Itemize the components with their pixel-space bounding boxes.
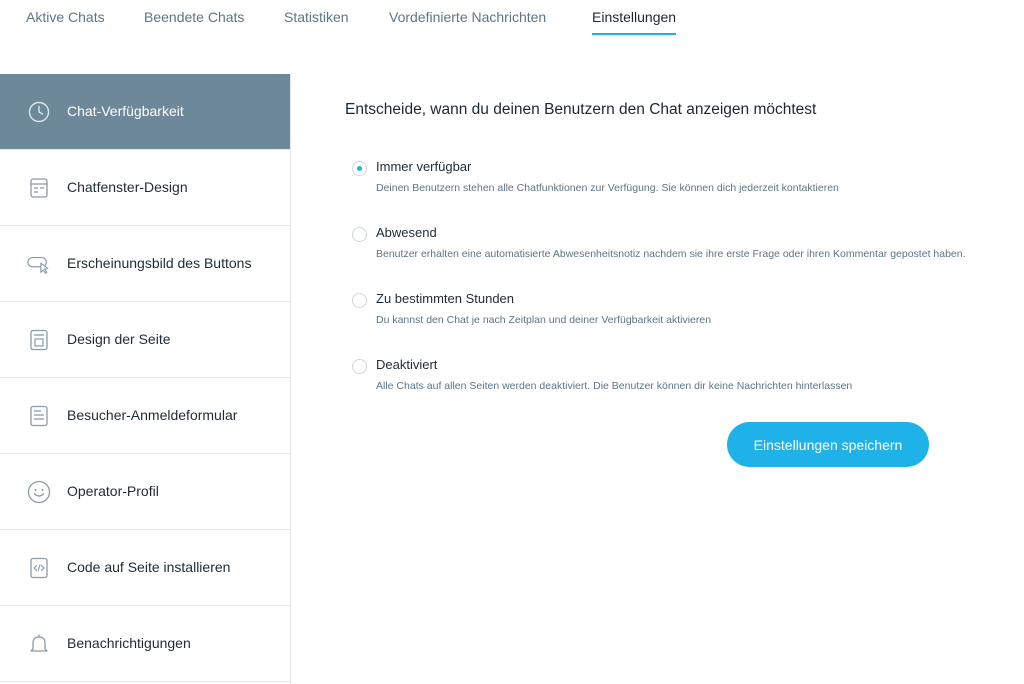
settings-content <box>291 74 1024 684</box>
sidebar-item-chat-verfuegbarkeit[interactable] <box>0 74 290 150</box>
sidebar-item-label: Besucher-Anmeldeformular <box>67 407 238 423</box>
option-description: Deinen Benutzern stehen alle Chatfunktionen zur Verfügung. Sie können dich jederzeit kontaktieren <box>376 182 839 194</box>
sidebar-item-label: Erscheinungsbild des Buttons <box>67 255 252 271</box>
radio-deaktiviert[interactable] <box>352 359 367 374</box>
tab-einstellungen[interactable]: Einstellungen <box>592 8 676 35</box>
sidebar-item-label: Benachrichtigungen <box>67 635 191 651</box>
smiley-icon <box>27 480 51 504</box>
sidebar-item-code-installieren[interactable] <box>0 530 290 606</box>
sidebar-item-label: Chatfenster-Design <box>67 179 188 195</box>
tab-vordefinierte-nachrichten[interactable]: Vordefinierte Nachrichten <box>389 9 547 25</box>
page-title: Entscheide, wann du deinen Benutzern den Chat anzeigen möchtest <box>345 101 817 118</box>
sidebar-item-erscheinungsbild-buttons[interactable] <box>0 226 290 302</box>
radio-abwesend[interactable] <box>352 227 367 242</box>
tab-beendete-chats[interactable]: Beendete Chats <box>144 9 245 25</box>
code-icon <box>27 556 51 580</box>
sidebar-item-chatfenster-design[interactable] <box>0 150 290 226</box>
option-title: Deaktiviert <box>376 357 438 372</box>
option-description: Benutzer erhalten eine automatisierte Abwesenheitsnotiz nachdem sie ihre erste Frage oder ihren Kommentar gepostet haben. <box>376 248 966 260</box>
option-title: Abwesend <box>376 225 437 240</box>
top-navigation <box>0 0 1024 74</box>
window-design-icon <box>27 176 51 200</box>
tab-statistiken[interactable]: Statistiken <box>284 9 349 25</box>
save-settings-button[interactable]: Einstellungen speichern <box>727 422 929 467</box>
sidebar-item-label: Design der Seite <box>67 331 171 347</box>
clock-icon <box>27 100 51 124</box>
sidebar-item-label: Chat-Verfügbarkeit <box>67 103 184 119</box>
sidebar-item-benachrichtigungen[interactable] <box>0 606 290 682</box>
button-pointer-icon <box>27 252 51 276</box>
radio-immer-verfuegbar[interactable] <box>352 161 367 176</box>
option-title: Immer verfügbar <box>376 159 472 174</box>
option-description: Alle Chats auf allen Seiten werden deaktiviert. Die Benutzer können dir keine Nachrichten hinterlassen <box>376 380 853 392</box>
sidebar-item-label: Operator-Profil <box>67 483 159 499</box>
page-design-icon <box>27 328 51 352</box>
sidebar-item-operator-profil[interactable] <box>0 454 290 530</box>
tab-aktive-chats[interactable]: Aktive Chats <box>26 9 105 25</box>
form-icon <box>27 404 51 428</box>
option-title: Zu bestimmten Stunden <box>376 291 515 306</box>
settings-sidebar <box>0 74 291 684</box>
bell-icon <box>27 632 51 656</box>
option-description: Du kannst den Chat je nach Zeitplan und deiner Verfügbarkeit aktivieren <box>376 314 712 326</box>
radio-zu-bestimmten-stunden[interactable] <box>352 293 367 308</box>
sidebar-item-label: Code auf Seite installieren <box>67 559 231 575</box>
sidebar-item-besucher-anmeldeformular[interactable] <box>0 378 290 454</box>
sidebar-item-design-der-seite[interactable] <box>0 302 290 378</box>
